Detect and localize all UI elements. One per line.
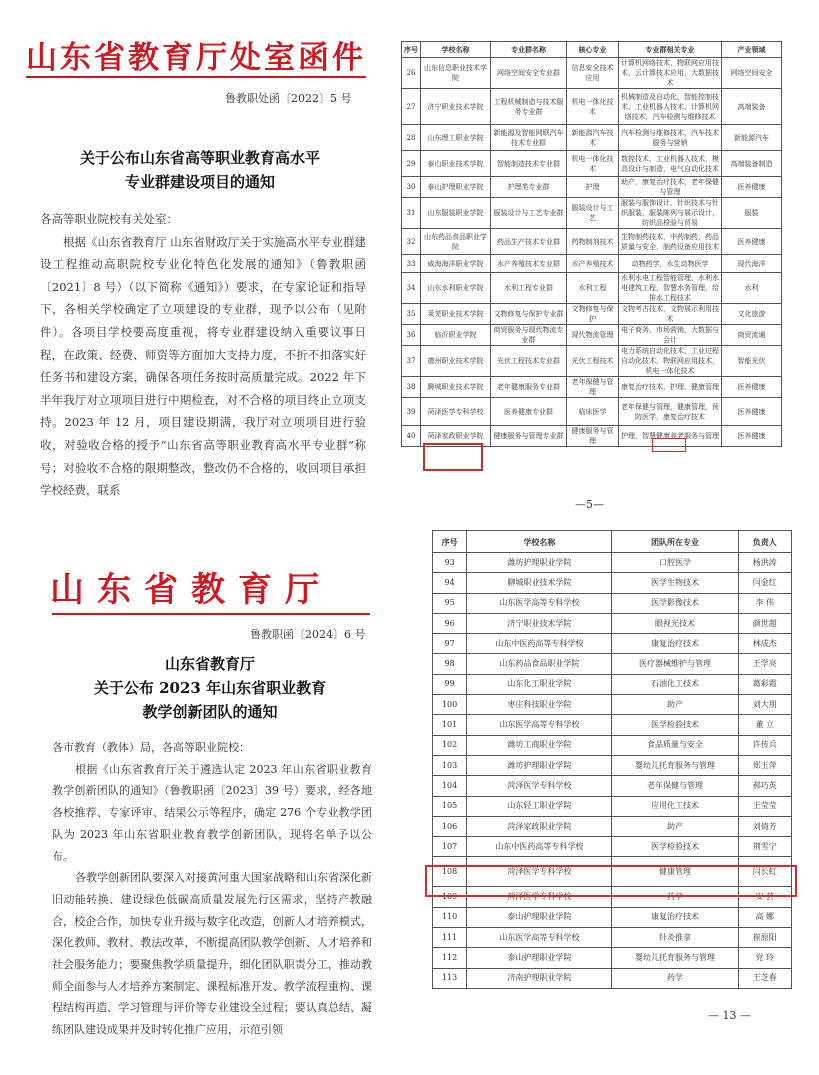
- table-cell: 汽车检测与维修技术，汽车技术服务与营销: [619, 125, 722, 151]
- table-cell: 35: [402, 304, 421, 325]
- table-cell: 93: [433, 553, 467, 573]
- table-cell: 潍坊工商职业学院: [467, 735, 612, 755]
- table-cell: 机电一体化技术: [567, 89, 619, 125]
- table-cell: 助产: [612, 816, 738, 836]
- table-cell: 山东服装职业学院: [421, 198, 491, 229]
- table-cell: 山东水利职业学院: [421, 273, 491, 304]
- table-cell: 王学亮: [738, 654, 791, 674]
- table-cell: 应用化工技术: [612, 796, 738, 816]
- table-cell: 109: [433, 887, 467, 907]
- table-cell: 护理，智慧健康养老服务与管理: [619, 426, 722, 447]
- table1-header-cell: 核心专业: [567, 42, 619, 58]
- table-cell: 泰山职业技术学院: [421, 151, 491, 177]
- table-cell: 李 伟: [738, 593, 791, 613]
- table-cell: 医养健康: [722, 229, 782, 255]
- table-cell: 菏泽医学专科学校: [467, 857, 612, 887]
- table-row: [402, 151, 782, 177]
- table-cell: 96: [433, 613, 467, 633]
- table-cell: 98: [433, 654, 467, 674]
- table-cell: 眼视光技术: [612, 613, 738, 633]
- table2-header-cell: 序号: [433, 531, 467, 553]
- table-cell: 山东中医药高等专科学校: [467, 634, 612, 654]
- table-row: [402, 273, 782, 304]
- table-row: [433, 573, 792, 593]
- table-cell: 安 芸: [738, 887, 791, 907]
- table-row: [402, 229, 782, 255]
- table-row: [433, 634, 792, 654]
- page-number-5: —5—: [575, 498, 604, 511]
- doc2-title-line: 教学创新团队的通知: [142, 703, 278, 721]
- table-cell: 医养健康: [722, 426, 782, 447]
- table-cell: 健康服务与管理专业群: [491, 426, 567, 447]
- table-cell: 山东医学高等专科学校: [467, 715, 612, 735]
- table-cell: 94: [433, 573, 467, 593]
- table-row: [433, 928, 792, 948]
- table-cell: 许传兵: [738, 735, 791, 755]
- table-row: [433, 837, 792, 857]
- table-cell: 康复治疗技术，护理，健康管理: [619, 377, 722, 398]
- table-cell: 郝巧英: [738, 776, 791, 796]
- table-cell: 信息安全技术应用: [567, 58, 619, 89]
- table-cell: 服装设计与工艺专业群: [491, 198, 567, 229]
- table-cell: 德州职业技术学院: [421, 346, 491, 377]
- table-cell: 医学影像技术: [612, 593, 738, 613]
- table-cell: 水利: [722, 273, 782, 304]
- table-cell: 山东医学高等专科学校: [467, 593, 612, 613]
- table-row: [433, 968, 792, 988]
- table-cell: 老年保健与管理: [567, 377, 619, 398]
- table-cell: 老年保健与管理，健康管理，预防医学，康复治疗技术: [619, 398, 722, 426]
- table-cell: 护理类专业群: [491, 177, 567, 198]
- innovation-team-table: [432, 530, 792, 989]
- table-cell: 潍坊护理职业学院: [467, 755, 612, 775]
- table-cell: 112: [433, 948, 467, 968]
- table-row: [433, 948, 792, 968]
- table-cell: 林成杰: [738, 634, 791, 654]
- doc1-header: 山东省教育厅处室函件: [26, 40, 366, 76]
- table-cell: 107: [433, 837, 467, 857]
- table-cell: 新能源及智能网联汽车技术专业群: [491, 125, 567, 151]
- doc1-salutation: 各高等职业院校有关处室：: [40, 212, 178, 226]
- table-cell: 网络空间安全专业群: [491, 58, 567, 89]
- table-cell: 水利工程: [567, 273, 619, 304]
- table-cell: 临床医学: [567, 398, 619, 426]
- table-cell: 刘倩芳: [738, 816, 791, 836]
- doc1-title-line: 关于公布山东省高等职业教育高水平: [79, 149, 320, 167]
- table-cell: 山东轻工职业学院: [467, 796, 612, 816]
- table-row: [433, 593, 792, 613]
- table1-header-cell: 专业群相关专业: [619, 42, 722, 58]
- table-cell: 高端装备制造: [722, 151, 782, 177]
- table-cell: 26: [402, 58, 421, 89]
- table1-header-row: [402, 42, 782, 58]
- table-cell: 30: [402, 177, 421, 198]
- doc2-title: [50, 652, 370, 724]
- doc2-title-line: 山东省教育厅: [164, 655, 255, 673]
- table-cell: 29: [402, 151, 421, 177]
- table-cell: 39: [402, 398, 421, 426]
- table-cell: 医学检验技术: [612, 715, 738, 735]
- table-cell: 临沂职业学院: [421, 325, 491, 346]
- table-cell: 聊城职业技术学院: [421, 377, 491, 398]
- table-cell: 网络空间安全: [722, 58, 782, 89]
- table-cell: 27: [402, 89, 421, 125]
- table-row: [433, 674, 792, 694]
- table-cell: 医养健康专业群: [491, 398, 567, 426]
- table-cell: 103: [433, 755, 467, 775]
- table-cell: 健康服务与管理: [567, 426, 619, 447]
- table2-header-row: [433, 531, 792, 553]
- table-cell: 食品质量与安全: [612, 735, 738, 755]
- table-cell: 水利工程专业群: [491, 273, 567, 304]
- table-cell: 山东中医药高等专科学校: [467, 837, 612, 857]
- document-panel-2022: [0, 0, 390, 500]
- table-cell: 刘大朋: [738, 695, 791, 715]
- doc2-header-rule: [52, 613, 370, 615]
- table-cell: 33: [402, 255, 421, 273]
- table-cell: 工程机械制造与技术服务专业群: [491, 89, 567, 125]
- table-cell: 莱芜职业技术学院: [421, 304, 491, 325]
- doc2-body: [52, 737, 372, 1041]
- table-cell: 药品生产技术专业群: [491, 229, 567, 255]
- doc1-paragraph: 根据《山东省教育厅 山东省财政厅关于实施高水平专业群建设工程推动高职院校专业化特色化发展的通知》（鲁教职函〔2021〕8 号）（以下简称《通知》）要求，在专家论证和指导下，各相关学校确定了立项建设的专业群，现予以公布（见附件）。各项目学校要高度重视，将专业群建设纳入重要议事日程，在政策、经费、师资等方面加大支持力度，不折不扣落实好任务书和建设方案，确保各项任务按时高质量完成。2022 年下半年我厅对立项项目进行中期检查，对不合格的项目终止立项支持。2023 年 12 月，项目建设期满，我厅对立项项目进行验收，对验收合格的授予“山东省高等职业教育高水平专业群”称号；对验收不合格的限期整改，整改仍不合格的，收回项目承担学校经费，联系: [40, 234, 366, 498]
- table-cell: 智能制造技术专业群: [491, 151, 567, 177]
- table-cell: 康复治疗技术: [612, 907, 738, 927]
- page-number-13: — 13 —: [708, 1009, 751, 1022]
- table-row: [433, 907, 792, 927]
- table-cell: 113: [433, 968, 467, 988]
- table-cell: 36: [402, 325, 421, 346]
- table-cell: 王芝春: [738, 968, 791, 988]
- doc1-title: [40, 146, 360, 194]
- table-row: [433, 776, 792, 796]
- table-cell: 口腔医学: [612, 553, 738, 573]
- doc1-header-rule: [26, 76, 366, 78]
- highlight-health-management-box: [652, 438, 686, 452]
- table-cell: 山东医学高等专科学校: [467, 928, 612, 948]
- table-cell: 数控技术，工业机器人技术，模具设计与制造，电气自动化技术: [619, 151, 722, 177]
- doc1-body: [40, 208, 366, 500]
- doc1-title-line: 专业群建设项目的通知: [124, 173, 275, 191]
- table-cell: 医养健康: [722, 377, 782, 398]
- table-cell: 医养健康: [722, 398, 782, 426]
- table-row: [433, 654, 792, 674]
- table-cell: 医学检验技术: [612, 837, 738, 857]
- doc2-salutation: 各市教育（教体）局，各高等职业院校：: [52, 741, 250, 754]
- table-cell: 现代海洋: [722, 255, 782, 273]
- table-cell: 助产: [612, 695, 738, 715]
- table-cell: 护理: [567, 177, 619, 198]
- table-cell: 婴幼儿托育服务与管理: [612, 948, 738, 968]
- table-cell: 菏泽家政职业学院: [467, 816, 612, 836]
- specialty-group-table: [401, 41, 782, 447]
- table-cell: 崔原阳: [738, 928, 791, 948]
- table-cell: 服装与服饰设计，针织技术与针织服装，服装陈列与展示设计，纺织品检验与贸易: [619, 198, 722, 229]
- table-cell: 光伏工程技术专业群: [491, 346, 567, 377]
- table-cell: 潍坊护理职业学院: [467, 553, 612, 573]
- table-cell: 菏泽医学专科学校: [467, 776, 612, 796]
- highlight-school-box: [423, 443, 483, 471]
- table-cell: 电力系统自动化技术，工业过程自动化技术，物联网应用技术，机电一体化技术: [619, 346, 722, 377]
- table-cell: 医养健康: [722, 177, 782, 198]
- table2-header-cell: 负责人: [738, 531, 791, 553]
- document-panel-2024: [0, 522, 400, 1075]
- table-row: [402, 198, 782, 229]
- table-cell: 光伏工程技术: [567, 346, 619, 377]
- table-cell: 99: [433, 674, 467, 694]
- table-cell: 106: [433, 816, 467, 836]
- table-cell: 王莹莹: [738, 796, 791, 816]
- table2-header-cell: 学校名称: [467, 531, 612, 553]
- table-cell: 40: [402, 426, 421, 447]
- table-cell: 老年健康服务专业群: [491, 377, 567, 398]
- table-cell: 泰山护理职业学院: [467, 948, 612, 968]
- table-cell: 荆雪宁: [738, 837, 791, 857]
- table-cell: 新能源汽车: [722, 125, 782, 151]
- table-cell: 济南护理职业学院: [467, 968, 612, 988]
- table-row: [402, 346, 782, 377]
- table-cell: 智能光伏: [722, 346, 782, 377]
- table-cell: 高端装备: [722, 89, 782, 125]
- table-cell: 97: [433, 634, 467, 654]
- table-cell: 医学生物技术: [612, 573, 738, 593]
- table1-header-cell: 学校名称: [421, 42, 491, 58]
- table-row: [433, 735, 792, 755]
- table-cell: 电子商务，市场营销，大数据与会计: [619, 325, 722, 346]
- table-row: [433, 816, 792, 836]
- table-cell: 杨洪涛: [738, 553, 791, 573]
- table-cell: 济宁职业技术学院: [467, 613, 612, 633]
- table-cell: 31: [402, 198, 421, 229]
- table-cell: 石油化工技术: [612, 674, 738, 694]
- table-cell: 110: [433, 907, 467, 927]
- table-cell: 婴幼儿托育服务与管理: [612, 755, 738, 775]
- table-row: [402, 89, 782, 125]
- table-page-5: [393, 38, 819, 518]
- table-cell: 菏泽家政职业学院: [421, 426, 491, 447]
- table-cell: 101: [433, 715, 467, 735]
- table-cell: 济宁职业技术学院: [421, 89, 491, 125]
- table-cell: 100: [433, 695, 467, 715]
- doc2-title-line: 关于公布 2023 年山东省职业教育: [93, 679, 327, 697]
- table-cell: 32: [402, 229, 421, 255]
- table-cell: 山东化工职业学院: [467, 674, 612, 694]
- table-cell: 葛彩霞: [738, 674, 791, 694]
- table-cell: 104: [433, 776, 467, 796]
- table-row: [402, 377, 782, 398]
- table-cell: 108: [433, 857, 467, 887]
- table-cell: 枣庄科技职业学院: [467, 695, 612, 715]
- table-row: [402, 255, 782, 273]
- table-cell: 康复治疗技术: [612, 634, 738, 654]
- table1-header-cell: 专业群名称: [491, 42, 567, 58]
- table-cell: 文物考古技术，文物展示利用技术: [619, 304, 722, 325]
- table-cell: 37: [402, 346, 421, 377]
- table-cell: 针灸推拿: [612, 928, 738, 948]
- table-cell: 105: [433, 796, 467, 816]
- table1-header-cell: 产业领域: [722, 42, 782, 58]
- table-cell: 动物药学，水生动物医学: [619, 255, 722, 273]
- table-cell: 董 立: [738, 715, 791, 735]
- table-row: [433, 755, 792, 775]
- table-cell: 文化旅游: [722, 304, 782, 325]
- table-cell: 闫长虹: [738, 857, 791, 887]
- table-cell: 34: [402, 273, 421, 304]
- table-cell: 助产，康复治疗技术，老年保健与管理: [619, 177, 722, 198]
- table-row: [433, 695, 792, 715]
- doc2-paragraph-1: 根据《山东省教育厅关于遴选认定 2023 年山东省职业教育教学创新团队的通知》（鲁教职函〔2023〕39 号）要求，经各地各校推荐、专家评审、结果公示等程序，确定 276 个专业教学团队为 2023 年山东省职业教育教学创新团队，现将名单予以公布。: [52, 762, 372, 863]
- table-cell: 闫金红: [738, 573, 791, 593]
- table-cell: 山东信息职业技术学院: [421, 58, 491, 89]
- table-cell: 聊城职业技术学院: [467, 573, 612, 593]
- table-row: [402, 325, 782, 346]
- table-cell: 健康管理: [612, 857, 738, 887]
- table-cell: 高 娜: [738, 907, 791, 927]
- table-page-13: [420, 522, 819, 1075]
- table-cell: 生物制药技术，中药制药，药品质量与安全，制药设备应用技术: [619, 229, 722, 255]
- table-row: [433, 715, 792, 735]
- table-row: [402, 304, 782, 325]
- table-cell: 文物修复与保护专业群: [491, 304, 567, 325]
- table-cell: 药学: [612, 968, 738, 988]
- table-row: [402, 58, 782, 89]
- table-cell: 颜世超: [738, 613, 791, 633]
- table-cell: 泰山护理职业学院: [467, 907, 612, 927]
- table-cell: 服装: [722, 198, 782, 229]
- doc1-doc-number: 鲁教职处函〔2022〕5 号: [225, 92, 352, 105]
- table1-header-cell: 序号: [402, 42, 421, 58]
- table-row: [433, 613, 792, 633]
- table-cell: 服装设计与工艺: [567, 198, 619, 229]
- table-cell: 党 玲: [738, 948, 791, 968]
- table-cell: 商贸服务与现代物流专业群: [491, 325, 567, 346]
- doc2-header: 山东省教育厅: [50, 570, 332, 610]
- table-cell: 山东药品食品职业学院: [421, 229, 491, 255]
- table-cell: 计算机网络技术，物联网应用技术，云计算技术应用，大数据技术: [619, 58, 722, 89]
- table-cell: 威海海洋职业学院: [421, 255, 491, 273]
- table-cell: 文物修复与保护: [567, 304, 619, 325]
- table-row: [402, 125, 782, 151]
- table-cell: 医疗器械维护与管理: [612, 654, 738, 674]
- table-cell: 菏泽医学专科学校: [467, 887, 612, 907]
- table-cell: 山东药品食品职业学院: [467, 654, 612, 674]
- table-row: [402, 398, 782, 426]
- table-cell: 郑玉萍: [738, 755, 791, 775]
- doc2-paragraph-2: 各教学创新团队要深入对接黄河重大国家战略和山东省深化新旧动能转换、建设绿色低碳高质量发展先行区需求，坚持产教融合，校企合作，加快专业升级与数字化改造，创新人才培养模式，深化教师、教材、教法改革，不断提高团队教学创新、人才培养和社会服务能力；要聚焦教学质量提升，细化团队职责分工，推动教师全面参与人才培养方案制定、课程标准开发、教学流程重构、课程结构再造、学习管理与评价等专业建设全过程；要认真总结、凝练团队建设成果并及时转化推广应用，示范引领: [52, 871, 372, 1037]
- highlight-row-108-box: [425, 865, 797, 897]
- table-cell: 28: [402, 125, 421, 151]
- table-cell: 药物制剂技术: [567, 229, 619, 255]
- table-cell: 泰山护理职业学院: [421, 177, 491, 198]
- table-cell: 95: [433, 593, 467, 613]
- table-cell: 老年保健与管理: [612, 776, 738, 796]
- table-cell: 菏泽医学专科学校: [421, 398, 491, 426]
- table-cell: 现代物流管理: [567, 325, 619, 346]
- table-cell: 机电一体化技术: [567, 151, 619, 177]
- table-cell: 商贸流通: [722, 325, 782, 346]
- table-cell: 水产养殖技术: [567, 255, 619, 273]
- table-row: [402, 177, 782, 198]
- doc2-doc-number: 鲁教职函〔2024〕6 号: [250, 628, 366, 641]
- table-cell: 药学: [612, 887, 738, 907]
- table-cell: 水利水电工程智能管理，水利水电建筑工程，智慧水务管理，给排水工程技术: [619, 273, 722, 304]
- table-cell: 102: [433, 735, 467, 755]
- table-row: [433, 553, 792, 573]
- table-cell: 机械制造及自动化，智能控制技术，工业机器人技术，计算机网络技术，汽车检测与维修技术: [619, 89, 722, 125]
- table-cell: 111: [433, 928, 467, 948]
- table-cell: 山东理工职业学院: [421, 125, 491, 151]
- table2-header-cell: 团队所在专业: [612, 531, 738, 553]
- table-cell: 水产养殖技术专业群: [491, 255, 567, 273]
- table-row: [433, 796, 792, 816]
- table-cell: 38: [402, 377, 421, 398]
- table-cell: 新能源汽车技术: [567, 125, 619, 151]
